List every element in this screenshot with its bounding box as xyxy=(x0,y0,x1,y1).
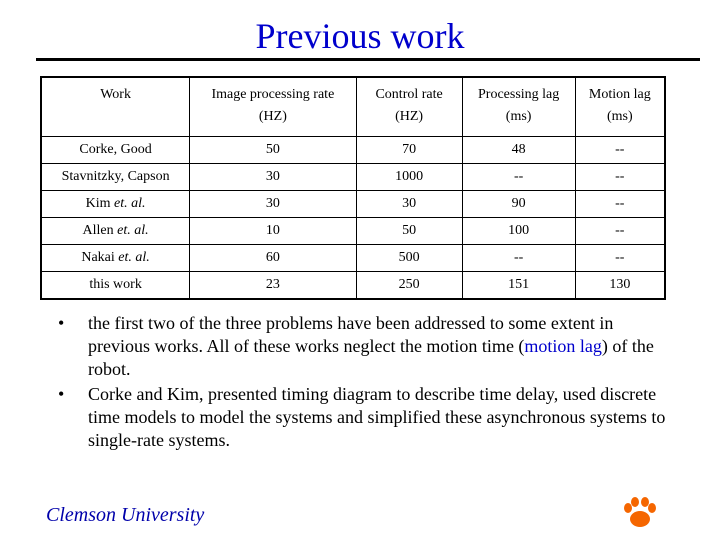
cell-control-rate: 1000 xyxy=(356,164,462,191)
cell-motion-lag: -- xyxy=(575,164,665,191)
previous-work-table xyxy=(40,76,666,300)
footer-university: Clemson University xyxy=(46,504,205,526)
cell-work: Nakai et. al. xyxy=(41,245,190,272)
cell-image-rate: 23 xyxy=(190,272,356,300)
bullet-dot-icon: • xyxy=(58,384,65,404)
table-row xyxy=(41,272,665,300)
cell-control-rate: 250 xyxy=(356,272,462,300)
cell-image-rate: 30 xyxy=(190,191,356,218)
header-image-processing-rate: Image processing rate (HZ) xyxy=(190,77,356,137)
cell-motion-lag: -- xyxy=(575,245,665,272)
cell-control-rate: 70 xyxy=(356,137,462,164)
motion-lag-highlight: motion lag xyxy=(524,336,602,356)
cell-work: this work xyxy=(41,272,190,300)
table-row xyxy=(41,137,665,164)
cell-motion-lag: -- xyxy=(575,191,665,218)
cell-image-rate: 10 xyxy=(190,218,356,245)
cell-processing-lag: -- xyxy=(462,245,575,272)
header-work: Work xyxy=(41,77,190,137)
cell-image-rate: 30 xyxy=(190,164,356,191)
bullet-list xyxy=(58,312,668,454)
cell-processing-lag: 100 xyxy=(462,218,575,245)
table-row xyxy=(41,218,665,245)
bullet-dot-icon: • xyxy=(58,313,65,333)
cell-work: Kim et. al. xyxy=(41,191,190,218)
cell-work: Allen et. al. xyxy=(41,218,190,245)
cell-control-rate: 50 xyxy=(356,218,462,245)
header-processing-lag: Processing lag (ms) xyxy=(462,77,575,137)
cell-processing-lag: 151 xyxy=(462,272,575,300)
cell-motion-lag: 130 xyxy=(575,272,665,300)
header-control-rate: Control rate (HZ) xyxy=(356,77,462,137)
title-divider xyxy=(36,58,700,61)
cell-image-rate: 60 xyxy=(190,245,356,272)
bullet-item: • Corke and Kim, presented timing diagram to describe time delay, used discrete time models to model the systems and simplified these asynchronous systems to single-rate systems. xyxy=(58,384,666,450)
cell-processing-lag: 48 xyxy=(462,137,575,164)
slide-title: Previous work xyxy=(255,16,465,56)
cell-control-rate: 500 xyxy=(356,245,462,272)
table-header-row xyxy=(41,77,665,137)
tiger-paw-icon xyxy=(622,496,658,530)
cell-processing-lag: 90 xyxy=(462,191,575,218)
cell-motion-lag: -- xyxy=(575,218,665,245)
cell-processing-lag: -- xyxy=(462,164,575,191)
cell-work: Stavnitzky, Capson xyxy=(41,164,190,191)
cell-control-rate: 30 xyxy=(356,191,462,218)
table-row xyxy=(41,191,665,218)
cell-image-rate: 50 xyxy=(190,137,356,164)
table-row xyxy=(41,245,665,272)
header-motion-lag: Motion lag (ms) xyxy=(575,77,665,137)
bullet-item: • the first two of the three problems have been addressed to some extent in previous works. All of these works neglect the motion time (motion lag) of the robot. xyxy=(58,313,654,379)
cell-work: Corke, Good xyxy=(41,137,190,164)
cell-motion-lag: -- xyxy=(575,137,665,164)
table-row xyxy=(41,164,665,191)
